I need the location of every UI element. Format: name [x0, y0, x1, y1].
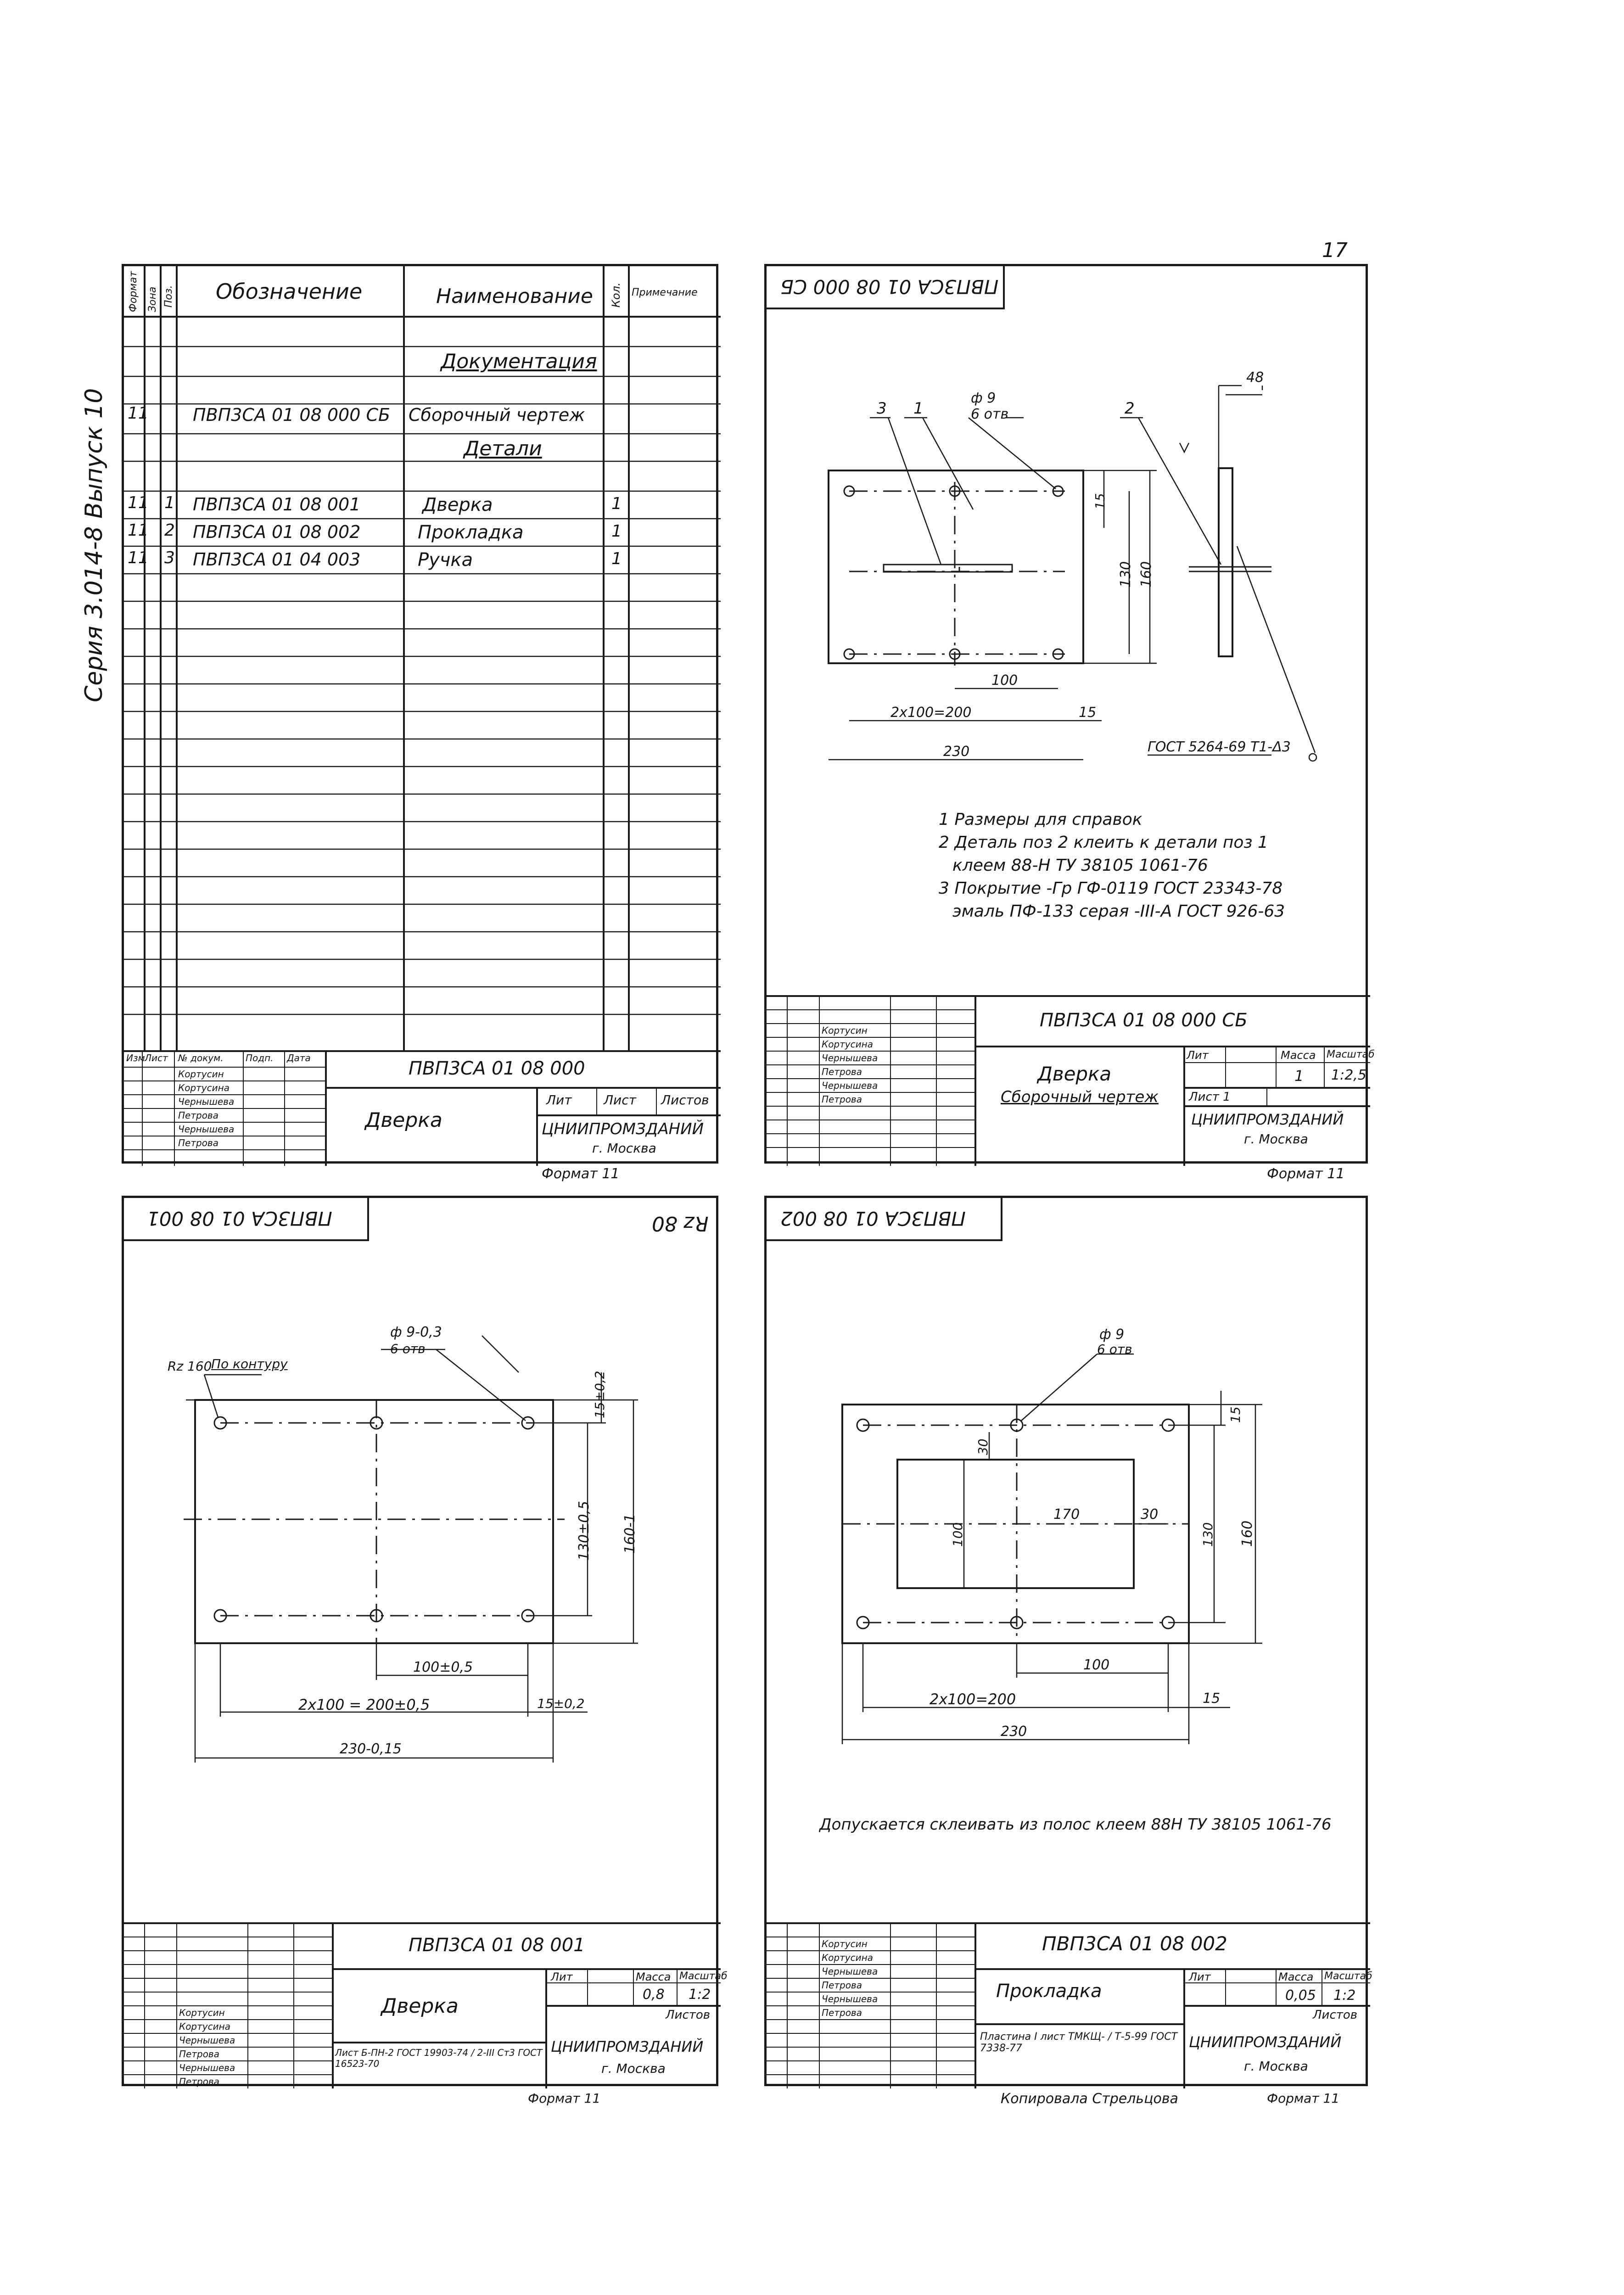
gasket-stamp-person-5: Чернышева	[822, 1993, 878, 2004]
assembly-lit-header: Лит	[1187, 1049, 1209, 1062]
door-stamp-person-2: Кортусина	[179, 2021, 230, 2032]
gasket-dim-30a: 30	[975, 1439, 991, 1455]
spec-row-4-format: 11	[128, 549, 149, 567]
gasket-sheets-header: Листов	[1313, 2008, 1358, 2022]
spec-title-code: ПВП3СА 01 08 000	[409, 1058, 585, 1079]
gasket-dim-160: 160	[1239, 1520, 1255, 1547]
gasket-title-name: Прокладка	[996, 1981, 1102, 2002]
door-sheets-header: Листов	[666, 2008, 711, 2022]
spec-row-3-designation: ПВП3СА 01 08 002	[193, 522, 361, 542]
gasket-dim-130: 130	[1200, 1522, 1215, 1547]
spec-stamp-person-5: Чернышева	[178, 1124, 235, 1135]
spec-org: ЦНИИПРОМЗДАНИЙ	[542, 1120, 704, 1138]
spec-stamp-h-list: Лист	[145, 1052, 168, 1064]
assembly-note-1: 1 Размеры для справок	[939, 810, 1142, 829]
gasket-dim-230: 230	[1001, 1724, 1027, 1740]
assembly-dim-130: 130	[1118, 561, 1134, 588]
spec-title-name: Дверка	[365, 1108, 442, 1132]
assembly-holes: 6 отв	[971, 406, 1009, 422]
gasket-hole-dia: ф 9	[1099, 1327, 1125, 1343]
assembly-dim-15b: 15	[1079, 705, 1097, 721]
spec-grid	[124, 266, 721, 1166]
door-stamp-person-1: Кортусин	[179, 2007, 225, 2018]
col-designation: Обозначение	[216, 279, 363, 304]
spec-list-header: Лист	[604, 1092, 636, 1108]
door-city: г. Москва	[601, 2061, 666, 2076]
door-dim-100: 100±0,5	[413, 1659, 473, 1675]
col-format: Формат	[128, 271, 139, 312]
door-holes: 6 отв	[390, 1341, 426, 1356]
spec-row-4-qty: 1	[611, 549, 622, 568]
door-mass: 0,8	[643, 1987, 665, 2003]
assembly-weld-note: ГОСТ 5264-69 Т1-Δ3	[1148, 739, 1291, 755]
door-stamp-person-5: Чернышева	[179, 2062, 235, 2073]
assembly-scale-header: Масштаб	[1327, 1049, 1375, 1060]
gasket-material: Пластина I лист ТМКЩ- / Т-5-99 ГОСТ 7338-77	[980, 2031, 1178, 2054]
assembly-dim-2x100: 2х100=200	[890, 705, 972, 721]
spec-row-2-qty: 1	[611, 494, 622, 513]
gasket-scale: 1:2	[1333, 1987, 1356, 2004]
door-dim-15b: 15±0,2	[537, 1696, 585, 1711]
spec-format: Формат 11	[542, 1166, 620, 1182]
col-name: Наименование	[436, 285, 593, 308]
gasket-lit-header: Лит	[1189, 1970, 1211, 1983]
assembly-sheet-no: Лист 1	[1189, 1090, 1231, 1104]
door-dim-160: 160-1	[622, 1513, 638, 1554]
spec-sheet	[122, 264, 718, 1164]
assembly-note-2: 2 Деталь поз 2 клеить к детали поз 1	[939, 833, 1268, 852]
assembly-note-3: клеем 88-Н ТУ 38105 1061-76	[952, 856, 1208, 875]
gasket-holes: 6 отв	[1097, 1342, 1132, 1357]
door-stamp-person-4: Петрова	[179, 2049, 219, 2060]
door-lit-header: Лит	[551, 1970, 573, 1983]
gasket-sheet	[764, 1196, 1372, 2086]
assembly-stamp-person-2: Кортусина	[822, 1039, 873, 1050]
assembly-dim-100: 100	[991, 672, 1018, 688]
gasket-dim-15: 15	[1228, 1406, 1243, 1423]
assembly-mass-header: Масса	[1281, 1049, 1316, 1062]
door-hole-dia: ф 9-0,3	[390, 1324, 442, 1340]
assembly-scale: 1:2,5	[1331, 1067, 1366, 1083]
assembly-stamp-rotated: ПВП3СА 01 08 000 СБ	[780, 275, 999, 298]
page-number: 17	[1322, 239, 1348, 262]
col-zone: Зона	[147, 286, 158, 312]
door-dim-130: 130±0,5	[576, 1500, 592, 1561]
assembly-title-sub: Сборочный чертеж	[1001, 1088, 1159, 1106]
col-pos: Поз.	[163, 285, 174, 308]
door-dim-15: 15±0,2	[592, 1371, 607, 1418]
spec-row-2-designation: ПВП3СА 01 08 001	[193, 494, 361, 515]
gasket-dim-15b: 15	[1203, 1690, 1221, 1707]
gasket-dim-2x100: 2х100=200	[930, 1690, 1016, 1708]
gasket-mass: 0,05	[1285, 1987, 1316, 2004]
gasket-stamp-person-4: Петрова	[822, 1980, 862, 1991]
spec-city: г. Москва	[592, 1141, 656, 1156]
assembly-title-code: ПВП3СА 01 08 000 СБ	[1040, 1010, 1248, 1031]
spec-row-2-pos: 1	[164, 493, 175, 512]
gasket-city: г. Москва	[1244, 2059, 1308, 2074]
door-dim-230: 230-0,15	[340, 1741, 402, 1757]
spec-stamp-h-sign: Подп.	[246, 1052, 274, 1064]
spec-row-1-format: 11	[128, 404, 149, 423]
assembly-pos-3: 3	[877, 399, 887, 418]
gasket-format: Формат 11	[1267, 2091, 1340, 2106]
spec-stamp-h-date: Дата	[287, 1052, 311, 1064]
section-parts: Детали	[464, 437, 542, 460]
spec-row-3-pos: 2	[164, 521, 175, 540]
door-stamp-person-3: Чернышева	[179, 2035, 235, 2046]
spec-stamp-person-6: Петрова	[178, 1137, 218, 1148]
spec-stamp-person-3: Чернышева	[178, 1096, 235, 1107]
spec-lit-header: Лит	[546, 1092, 572, 1108]
door-sheet	[122, 1196, 728, 2087]
gasket-stamp-person-3: Чернышева	[822, 1966, 878, 1977]
assembly-dim-160: 160	[1138, 561, 1154, 588]
spec-stamp-h-izm: Изм	[126, 1052, 145, 1064]
door-contour: По контуру	[211, 1356, 288, 1371]
door-org: ЦНИИПРОМЗДАНИЙ	[551, 2038, 704, 2055]
spec-row-1-designation: ПВП3СА 01 08 000 СБ	[193, 405, 391, 425]
assembly-city: г. Москва	[1244, 1131, 1308, 1147]
assembly-dim-15a: 15	[1092, 493, 1108, 509]
door-title-code: ПВП3СА 01 08 001	[409, 1935, 585, 1956]
gasket-stamp-rotated: ПВП3СА 01 08 002	[780, 1207, 966, 1230]
door-roughness: Rz 80	[652, 1212, 709, 1235]
door-mass-header: Масса	[636, 1970, 671, 1983]
gasket-dim-170: 170	[1053, 1506, 1080, 1523]
assembly-mass: 1	[1294, 1067, 1304, 1085]
door-dim-2x100: 2х100 = 200±0,5	[298, 1696, 430, 1713]
gasket-copied: Копировала Стрельцова	[1001, 2091, 1178, 2107]
assembly-dim-48: 48	[1246, 369, 1264, 386]
assembly-org: ЦНИИПРОМЗДАНИЙ	[1191, 1111, 1344, 1128]
door-title-name: Дверка	[381, 1994, 459, 2018]
spec-row-4-name: Ручка	[418, 549, 473, 571]
gasket-note: Допускается склеивать из полос клеем 88Н ТУ 38105 1061-76	[819, 1815, 1332, 1834]
door-material: Лист Б-ПН-2 ГОСТ 19903-74 / 2-III Ст3 ГОСТ 16523-70	[335, 2047, 543, 2069]
assembly-stamp-person-3: Чернышева	[822, 1052, 878, 1064]
door-rz160: Rz 160	[168, 1359, 212, 1374]
assembly-hole-dia: ф 9	[971, 390, 996, 406]
assembly-pos-1: 1	[913, 399, 924, 418]
spec-sheets-header: Листов	[661, 1092, 709, 1108]
gasket-title-code: ПВП3СА 01 08 002	[1042, 1932, 1227, 1955]
gasket-dim-30b: 30	[1141, 1506, 1159, 1523]
assembly-dim-230: 230	[943, 744, 970, 760]
spec-stamp-person-1: Кортусин	[178, 1069, 224, 1080]
spec-row-4-designation: ПВП3СА 01 04 003	[193, 549, 361, 570]
door-format: Формат 11	[528, 2091, 601, 2106]
door-scale-header: Масштаб	[679, 1970, 728, 1982]
gasket-stamp-person-2: Кортусина	[822, 1952, 873, 1963]
assembly-stamp-person-4: Петрова	[822, 1066, 862, 1077]
spec-row-4-pos: 3	[164, 549, 175, 567]
door-stamp-person-6: Петрова	[179, 2076, 219, 2087]
spec-row-2-name: Дверка	[422, 494, 493, 515]
assembly-note-4: 3 Покрытие -Гр ГФ-0119 ГОСТ 23343-78	[939, 879, 1283, 898]
gasket-stamp-person-6: Петрова	[822, 2007, 862, 2018]
spec-row-1-name: Сборочный чертеж	[409, 405, 585, 425]
spec-stamp-h-doc: № докум.	[178, 1052, 224, 1064]
spec-row-2-format: 11	[128, 493, 149, 512]
col-qty: Кол.	[610, 282, 622, 308]
spec-row-3-format: 11	[128, 521, 149, 540]
series-margin-note: Серия 3.014-8 Выпуск 10	[80, 388, 108, 702]
assembly-title-name: Дверка	[1037, 1063, 1112, 1085]
assembly-format: Формат 11	[1267, 1166, 1345, 1182]
door-stamp-rotated: ПВП3СА 01 08 001	[147, 1207, 332, 1230]
spec-row-3-qty: 1	[611, 522, 622, 541]
gasket-scale-header: Масштаб	[1324, 1970, 1372, 1982]
gasket-org: ЦНИИПРОМЗДАНИЙ	[1189, 2033, 1342, 2051]
assembly-note-5: эмаль ПФ-133 серая -III-А ГОСТ 926-63	[952, 902, 1285, 921]
assembly-stamp-person-5: Чернышева	[822, 1080, 878, 1091]
gasket-mass-header: Масса	[1278, 1970, 1314, 1983]
spec-stamp-person-2: Кортусина	[178, 1082, 230, 1093]
assembly-stamp-person-1: Кортусин	[822, 1025, 868, 1036]
section-docs: Документация	[441, 350, 597, 373]
assembly-stamp-person-6: Петрова	[822, 1094, 862, 1105]
spec-row-3-name: Прокладка	[418, 522, 524, 543]
gasket-dim-100: 100	[1083, 1657, 1110, 1673]
spec-stamp-person-4: Петрова	[178, 1110, 218, 1121]
assembly-sheet	[764, 264, 1375, 1164]
gasket-dim-100b: 100	[950, 1522, 965, 1547]
assembly-pos-2: 2	[1125, 399, 1135, 418]
door-scale: 1:2	[689, 1987, 711, 2003]
gasket-stamp-person-1: Кортусин	[822, 1938, 868, 1949]
col-note: Примечание	[632, 287, 698, 298]
